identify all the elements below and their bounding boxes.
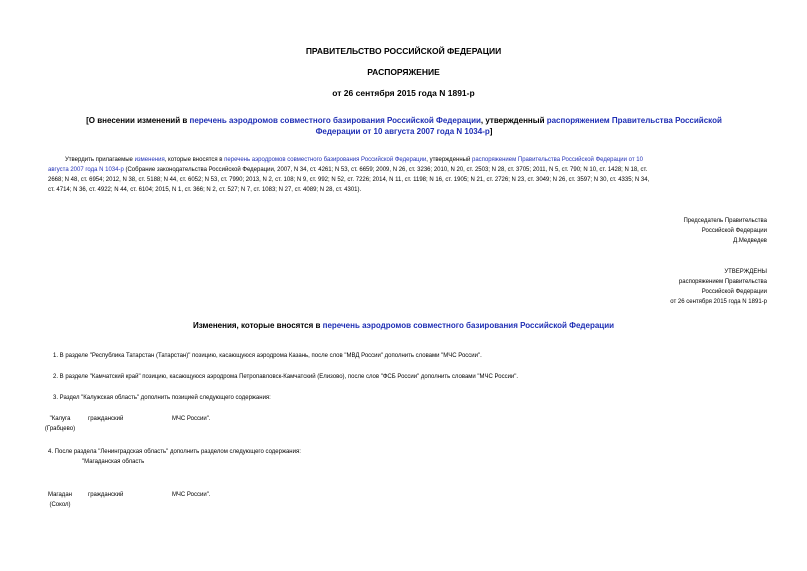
intro-link-changes[interactable]: изменения [134, 157, 165, 163]
change-item-4: 4. После раздела "Ленинградская область" дополнить разделом следующего содержания: [48, 449, 301, 455]
title-link-order-date[interactable]: Федерации от 10 августа 2007 года N 1034-р [315, 127, 490, 136]
intro-text: (Собрание законодательства Российской Федерации, 2007, N 34, ст. 4261; N 53, ст. 6659; 2009, N 26, ст. 3236; 2010, N 20, ст. 2503; N 28, ст. 3705; 2011, N 5, ст. 790; N 10, ст. 1428; N 18, ст. [123, 167, 648, 173]
approval-block [670, 267, 767, 307]
title-text: ] [489, 127, 493, 136]
change-item-1: 1. В разделе "Республика Татарстан (Татарстан)" позицию, касающуюся аэродрома Казань, после слов "МВД России" дополнить словами "МЧС России". [53, 353, 482, 359]
intro-line-2 [48, 165, 647, 175]
change-item-2: 2. В разделе "Камчатский край" позицию, касающуюся аэродрома Петропавловск-Камчатский (Елизово), после слов "ФСБ России" дополнить словами "МЧС России". [53, 374, 519, 380]
intro-link-order[interactable]: распоряжением Правительства Российской Федерации от 10 [471, 157, 643, 163]
document-date: от 26 сентября 2015 года N 1891-р [332, 88, 475, 98]
table1-airfield-sub: (Грабцево) [44, 426, 76, 432]
approval-heading: УТВЕРЖДЕНЫ [724, 269, 767, 275]
table2-owner: МЧС России". [172, 492, 211, 498]
intro-line-3: 2668; N 48, ст. 6954; 2012, N 38, ст. 5188; N 44, ст. 6052; N 53, ст. 7990; 2013, N 2, ст. 108; N 9, ст. 992; N 52, ст. 7226; 2014, N 11, ст. 1198; N 16, ст. 1905; N 21, ст. 2726; N 23, ст. 3049; N 26, ст. 3597; N 30, ст. 4335; N 34, [48, 177, 650, 183]
change-item-3: 3. Раздел "Калужская область" дополнить позицией следующего содержания: [53, 395, 271, 401]
intro-text: , которые вносятся в [164, 157, 225, 163]
signature-position: Председатель Правительства [683, 218, 767, 224]
title-text: , утвержденный [480, 116, 547, 125]
title-link-list[interactable]: перечень аэродромов совместного базирования Российской Федерации [189, 116, 481, 125]
change-item-4-section: "Магаданская область [82, 459, 145, 465]
approval-line: распоряжением Правительства [678, 279, 767, 285]
table2-type: гражданский [88, 492, 124, 498]
table1-owner: МЧС России". [172, 416, 211, 422]
signature-name: Д.Медведев [733, 238, 767, 244]
table1-airfield [40, 414, 80, 434]
table2-airfield-sub: (Сокол) [49, 502, 71, 508]
government-header: ПРАВИТЕЛЬСТВО РОССИЙСКОЙ ФЕДЕРАЦИИ [305, 46, 502, 56]
intro-text: , утвержденный [426, 157, 472, 163]
signature-country: Российской Федерации [701, 228, 767, 234]
intro-link-list[interactable]: перечень аэродромов совместного базирования Российской Федерации [224, 157, 427, 163]
approval-line: Российской Федерации [701, 289, 767, 295]
document-type: РАСПОРЯЖЕНИЕ [367, 67, 440, 77]
intro-text: Утвердить прилагаемые [65, 157, 135, 163]
intro-link-order-date[interactable]: августа 2007 года N 1034-р [48, 167, 124, 173]
title-text: [О внесении изменений в [86, 116, 190, 125]
intro-line-1 [65, 155, 643, 165]
table1-airfield-name: "Калуга [49, 416, 71, 422]
changes-title [0, 320, 807, 331]
table2-airfield [40, 490, 80, 510]
approval-date: от 26 сентября 2015 года N 1891-р [670, 299, 767, 305]
signature-block [683, 216, 767, 246]
document-title [48, 115, 760, 137]
changes-title-text: Изменения, которые вносятся в [192, 321, 323, 330]
title-link-order[interactable]: распоряжением Правительства Российской [546, 116, 722, 125]
changes-title-link[interactable]: перечень аэродромов совместного базирования Российской Федерации [322, 321, 615, 330]
intro-line-4: ст. 4714; N 36, ст. 4922; N 44, ст. 6104; 2015, N 1, ст. 366; N 2, ст. 527; N 7, ст. 1083; N 27, ст. 4089; N 28, ст. 4301). [48, 187, 362, 193]
table2-airfield-name: Магадан [48, 492, 72, 498]
table1-type: гражданский [88, 416, 124, 422]
